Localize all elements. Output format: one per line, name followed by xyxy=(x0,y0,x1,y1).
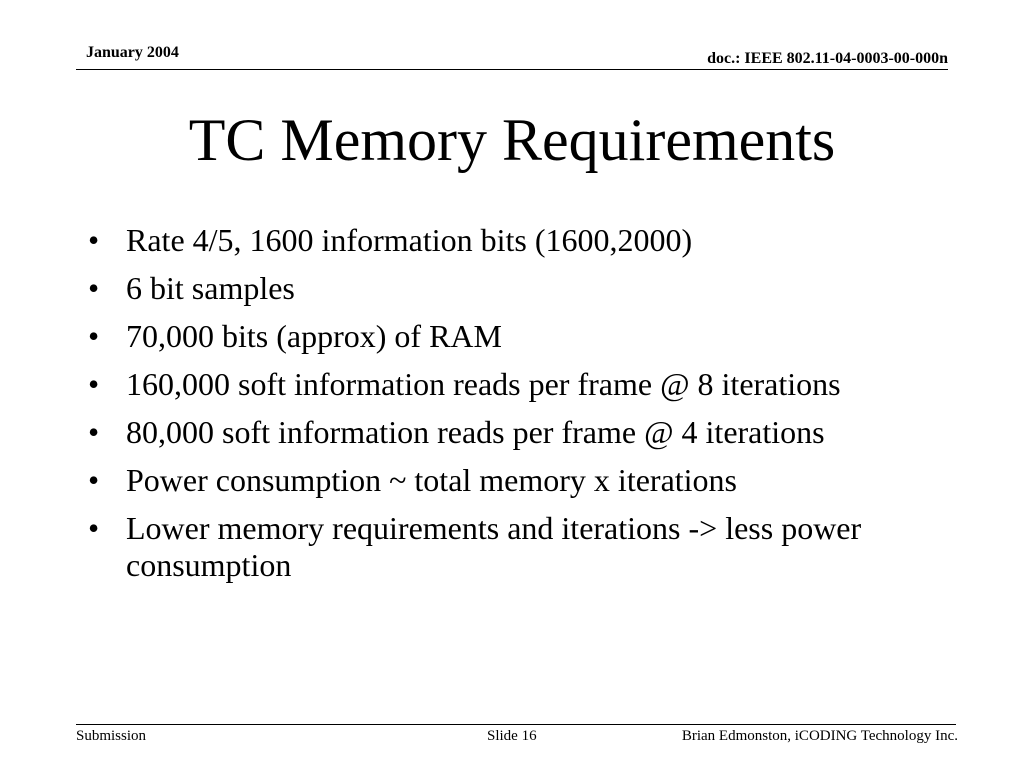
header-doc-id: doc.: IEEE 802.11-04-0003-00-000n xyxy=(707,50,948,67)
header-divider xyxy=(76,69,948,70)
bullet-text: 80,000 soft information reads per frame @ 4 iterations xyxy=(126,414,825,450)
bullet-item xyxy=(86,222,946,259)
bullet-marker: • xyxy=(88,222,100,258)
bullet-text: 70,000 bits (approx) of RAM xyxy=(126,318,502,354)
footer-author: Brian Edmonston, iCODING Technology Inc. xyxy=(681,728,958,744)
bullet-list xyxy=(86,222,946,595)
bullet-marker: • xyxy=(88,270,100,306)
bullet-text: Power consumption ~ total memory x iterations xyxy=(126,462,737,498)
bullet-item xyxy=(86,318,946,355)
footer-submission: Submission xyxy=(76,728,147,744)
bullet-marker: • xyxy=(88,318,100,354)
bullet-item xyxy=(86,462,946,499)
bullet-text: 6 bit samples xyxy=(126,270,295,306)
bullet-item xyxy=(86,510,946,584)
bullet-marker: • xyxy=(88,414,100,450)
bullet-marker: • xyxy=(88,510,100,546)
bullet-item xyxy=(86,414,946,451)
bullet-marker: • xyxy=(88,366,100,402)
bullet-marker: • xyxy=(88,462,100,498)
bullet-text: 160,000 soft information reads per frame @ 8 iterations xyxy=(126,366,841,402)
bullet-item xyxy=(86,270,946,307)
bullet-item xyxy=(86,366,946,403)
footer-divider xyxy=(76,724,956,725)
footer-slide-number: Slide 16 xyxy=(487,728,537,744)
header-date: January 2004 xyxy=(86,44,179,61)
slide-title: TC Memory Requirements xyxy=(188,107,836,173)
bullet-text: Lower memory requirements and iterations -> less power consumption xyxy=(126,510,862,583)
bullet-text: Rate 4/5, 1600 information bits (1600,2000) xyxy=(126,222,693,258)
